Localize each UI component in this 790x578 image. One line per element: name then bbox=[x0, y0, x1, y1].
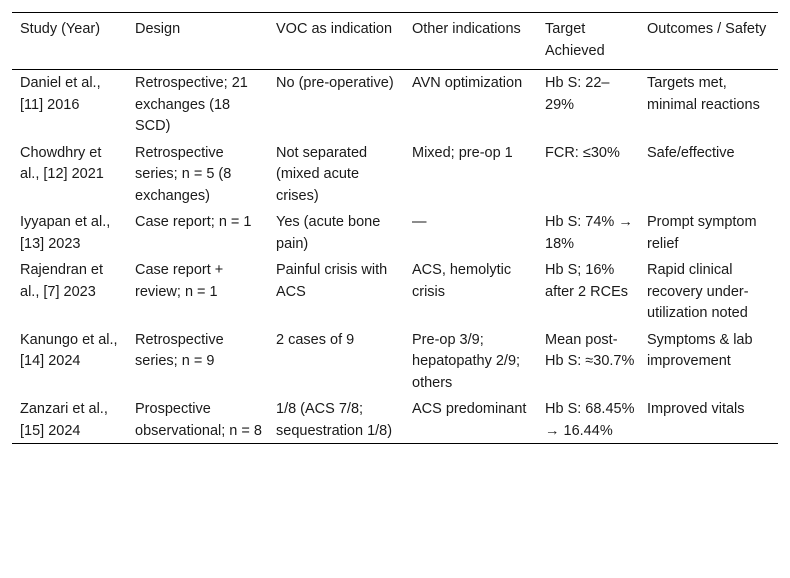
header-design: Design bbox=[135, 21, 181, 37]
cell-other-indications: Pre-op 3/9; hepatopathy 2/9; others bbox=[412, 331, 521, 391]
cell-target-achieved: Hb S: 74% → 18% bbox=[545, 214, 633, 252]
cell-design: Prospective observational; n = 8 bbox=[135, 401, 262, 439]
table-row bbox=[12, 70, 778, 140]
header-row bbox=[12, 13, 778, 70]
header-study-year: Study (Year) bbox=[20, 21, 101, 37]
header-other-indications: Other indications bbox=[412, 21, 521, 37]
cell-outcomes-safety: Improved vitals bbox=[647, 401, 745, 417]
cell-outcomes-safety: Safe/effective bbox=[647, 144, 735, 161]
cell-other-indications: AVN optimization bbox=[412, 75, 523, 91]
cell-design: Case report + review; n = 1 bbox=[135, 262, 224, 300]
table-row bbox=[12, 140, 778, 210]
studies-table bbox=[12, 12, 778, 444]
header-target-achieved: Target Achieved bbox=[545, 21, 605, 59]
header-voc-indication: VOC as indication bbox=[276, 21, 393, 37]
cell-other-indications: ACS predominant bbox=[412, 401, 527, 417]
cell-study-year: Zanzari et al., [15] 2024 bbox=[20, 401, 108, 439]
cell-study-year: Rajendran et al., [7] 2023 bbox=[20, 262, 104, 300]
table-row bbox=[12, 257, 778, 327]
cell-outcomes-safety: Rapid clinical recovery under-utilization noted bbox=[647, 262, 749, 321]
cell-study-year: Chowdhry et al., [12] 2021 bbox=[20, 144, 104, 182]
cell-study-year: Daniel et al., [11] 2016 bbox=[20, 75, 101, 113]
cell-target-achieved: Hb S; 16% after 2 RCEs bbox=[545, 262, 628, 300]
cell-design: Retrospective series; n = 9 bbox=[135, 331, 224, 369]
cell-target-achieved: Hb S: 22–29% bbox=[545, 75, 610, 113]
cell-target-achieved: Mean post-Hb S: ≈30.7% bbox=[545, 331, 635, 369]
cell-other-indications: — bbox=[412, 214, 427, 230]
cell-study-year: Kanungo et al., [14] 2024 bbox=[20, 331, 118, 369]
cell-outcomes-safety: Prompt symptom relief bbox=[647, 214, 757, 252]
cell-outcomes-safety: Symptoms & lab improvement bbox=[647, 331, 753, 369]
cell-study-year: Iyyapan et al., [13] 2023 bbox=[20, 214, 111, 252]
cell-target-achieved: FCR: ≤30% bbox=[545, 144, 620, 161]
header-outcomes-safety: Outcomes / Safety bbox=[647, 21, 767, 37]
cell-design: Case report; n = 1 bbox=[135, 214, 252, 230]
cell-voc-indication: Yes (acute bone pain) bbox=[276, 214, 381, 252]
cell-target-achieved: Hb S: 68.45% → 16.44% bbox=[545, 401, 635, 439]
cell-outcomes-safety: Targets met, minimal reactions bbox=[647, 75, 760, 113]
cell-design: Retrospective; 21 exchanges (18 SCD) bbox=[135, 75, 248, 134]
table-row bbox=[12, 396, 778, 444]
cell-design: Retrospective series; n = 5 (8 exchanges) bbox=[135, 144, 232, 204]
cell-other-indications: Mixed; pre-op 1 bbox=[412, 144, 513, 161]
cell-voc-indication: Not separated (mixed acute crises) bbox=[276, 144, 368, 204]
cell-voc-indication: 1/8 (ACS 7/8; sequestration 1/8) bbox=[276, 401, 393, 439]
table-row bbox=[12, 209, 778, 257]
cell-voc-indication: 2 cases of 9 bbox=[276, 331, 355, 348]
cell-voc-indication: Painful crisis with ACS bbox=[276, 262, 388, 300]
table-row bbox=[12, 327, 778, 397]
cell-other-indications: ACS, hemolytic crisis bbox=[412, 262, 512, 300]
cell-voc-indication: No (pre-operative) bbox=[276, 75, 394, 91]
